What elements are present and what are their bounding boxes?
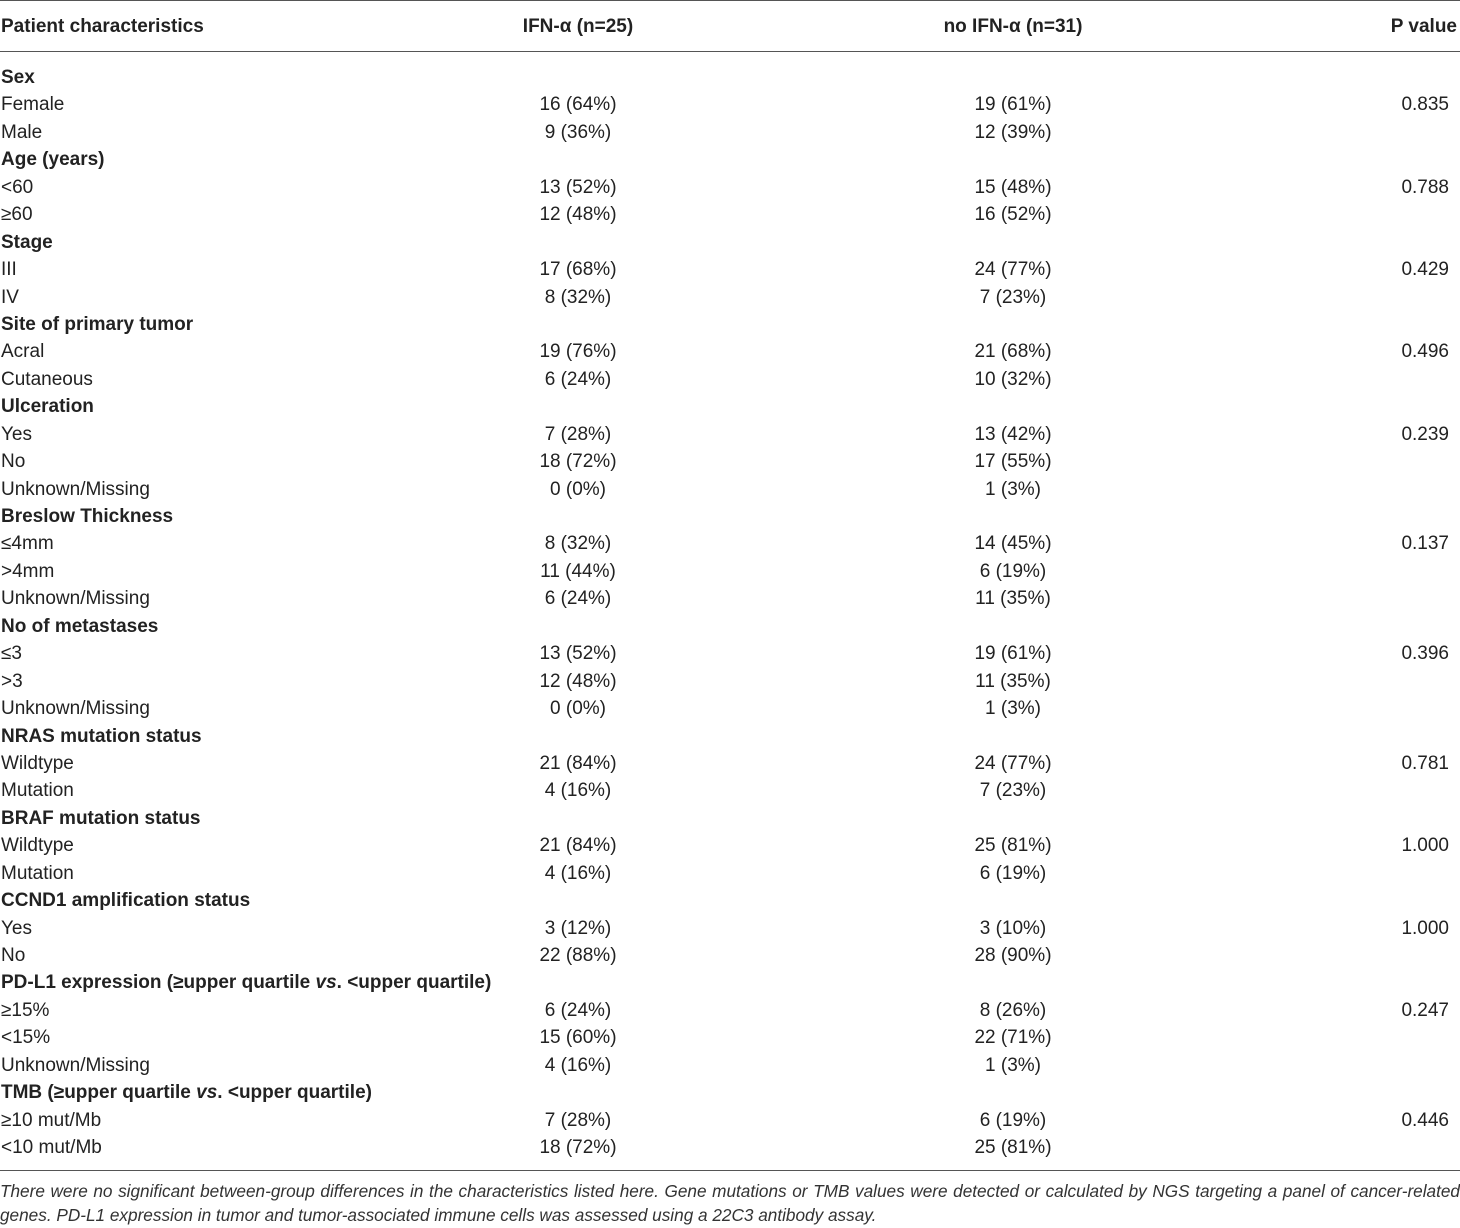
header-no-ifn-alpha: no IFN-α (n=31) bbox=[943, 16, 1083, 37]
ifn-alpha-value: 17 (68%) bbox=[539, 259, 617, 281]
header-patient-characteristics: Patient characteristics bbox=[1, 16, 204, 37]
p-value: 0.781 bbox=[1401, 752, 1449, 774]
row-label: <60 bbox=[1, 176, 34, 198]
ifn-alpha-value: 12 (48%) bbox=[539, 670, 617, 692]
row-label: Acral bbox=[1, 341, 45, 363]
no-ifn-alpha-value: 22 (71%) bbox=[974, 1027, 1052, 1049]
table-row bbox=[0, 1134, 1460, 1161]
table-row bbox=[0, 942, 1460, 969]
ifn-alpha-value: 19 (76%) bbox=[539, 341, 617, 363]
row-label: III bbox=[1, 259, 17, 281]
p-value: 0.835 bbox=[1401, 94, 1449, 116]
ifn-alpha-value: 6 (24%) bbox=[544, 999, 612, 1021]
table-row bbox=[0, 777, 1460, 804]
table-row bbox=[0, 585, 1460, 612]
header-p-value: P value bbox=[1390, 16, 1457, 37]
row-label: No bbox=[1, 945, 26, 966]
table-row bbox=[0, 1052, 1460, 1079]
p-value: 0.396 bbox=[1401, 643, 1449, 665]
no-ifn-alpha-value: 8 (26%) bbox=[979, 999, 1047, 1021]
table-row bbox=[0, 256, 1460, 283]
ifn-alpha-value: 21 (84%) bbox=[539, 835, 617, 857]
table-row bbox=[0, 860, 1460, 887]
table-row bbox=[0, 421, 1460, 448]
no-ifn-alpha-value: 6 (19%) bbox=[979, 560, 1047, 582]
group-header-row bbox=[0, 723, 1460, 750]
group-header-row bbox=[0, 503, 1460, 530]
no-ifn-alpha-value: 1 (3%) bbox=[985, 478, 1041, 500]
group-label: Site of primary tumor bbox=[1, 313, 194, 335]
table-row bbox=[0, 832, 1460, 859]
no-ifn-alpha-value: 10 (32%) bbox=[974, 368, 1052, 390]
table-row bbox=[0, 997, 1460, 1024]
ifn-alpha-value: 4 (16%) bbox=[544, 862, 612, 884]
row-label: Mutation bbox=[1, 780, 74, 802]
group-header-row bbox=[0, 311, 1460, 338]
no-ifn-alpha-value: 6 (19%) bbox=[979, 1109, 1047, 1131]
ifn-alpha-value: 22 (88%) bbox=[539, 945, 617, 966]
row-label: Unknown/Missing bbox=[1, 588, 150, 610]
p-value: 0.137 bbox=[1401, 533, 1449, 555]
row-label: Unknown/Missing bbox=[1, 1054, 150, 1076]
p-value: 0.429 bbox=[1401, 259, 1449, 281]
group-label: Breslow Thickness bbox=[1, 506, 174, 527]
table-row bbox=[0, 201, 1460, 228]
row-label: >3 bbox=[1, 670, 23, 692]
row-label: ≥10 mut/Mb bbox=[1, 1109, 102, 1131]
group-header-row bbox=[0, 393, 1460, 420]
row-label: >4mm bbox=[1, 560, 55, 582]
ifn-alpha-value: 21 (84%) bbox=[539, 752, 617, 774]
p-value: 0.446 bbox=[1401, 1109, 1449, 1131]
row-label: <10 mut/Mb bbox=[1, 1137, 102, 1159]
ifn-alpha-value: 18 (72%) bbox=[539, 451, 617, 473]
group-label: No of metastases bbox=[1, 615, 159, 637]
table-header-row bbox=[0, 0, 1460, 52]
table-row bbox=[0, 119, 1460, 146]
p-value: 1.000 bbox=[1401, 835, 1449, 857]
no-ifn-alpha-value: 19 (61%) bbox=[974, 643, 1052, 665]
table-row bbox=[0, 640, 1460, 667]
row-label: Wildtype bbox=[1, 835, 74, 857]
no-ifn-alpha-value: 17 (55%) bbox=[974, 451, 1052, 473]
group-header-row bbox=[0, 969, 1460, 996]
no-ifn-alpha-value: 15 (48%) bbox=[974, 176, 1052, 198]
ifn-alpha-value: 18 (72%) bbox=[539, 1137, 617, 1159]
ifn-alpha-value: 0 (0%) bbox=[550, 698, 606, 720]
no-ifn-alpha-value: 6 (19%) bbox=[979, 862, 1047, 884]
no-ifn-alpha-value: 24 (77%) bbox=[974, 752, 1052, 774]
ifn-alpha-value: 6 (24%) bbox=[544, 588, 612, 610]
table-row bbox=[0, 448, 1460, 475]
p-value: 1.000 bbox=[1401, 917, 1449, 939]
no-ifn-alpha-value: 25 (81%) bbox=[974, 1137, 1052, 1159]
no-ifn-alpha-value: 3 (10%) bbox=[979, 917, 1047, 939]
table-row bbox=[0, 366, 1460, 393]
row-label: <15% bbox=[1, 1027, 51, 1049]
row-label: Male bbox=[1, 121, 43, 143]
no-ifn-alpha-value: 12 (39%) bbox=[974, 121, 1052, 143]
no-ifn-alpha-value: 1 (3%) bbox=[985, 698, 1041, 720]
no-ifn-alpha-value: 7 (23%) bbox=[979, 780, 1047, 802]
table-footnote: There were no significant between-group differences in the characteristics listed here. Gene mutations or TMB values were detected or calculated by NGS targeting a panel of cancer-related genes. PD-L1 expression in tumor and tumor-associated immune cells was assessed using a 22C3 antibody assay. bbox=[0, 1170, 1460, 1227]
table-row bbox=[0, 668, 1460, 695]
p-value: 0.788 bbox=[1401, 176, 1449, 198]
group-header-row bbox=[0, 613, 1460, 640]
no-ifn-alpha-value: 11 (35%) bbox=[975, 588, 1051, 610]
no-ifn-alpha-value: 25 (81%) bbox=[974, 835, 1052, 857]
group-label: CCND1 amplification status bbox=[1, 890, 251, 912]
ifn-alpha-value: 4 (16%) bbox=[544, 1054, 612, 1076]
group-label: TMB (≥upper quartile vs. <upper quartile) bbox=[1, 1082, 372, 1104]
table-row bbox=[0, 695, 1460, 722]
ifn-alpha-value: 7 (28%) bbox=[544, 423, 612, 445]
row-label: Wildtype bbox=[1, 752, 74, 774]
header-ifn-alpha: IFN-α (n=25) bbox=[522, 16, 634, 37]
group-label: Age (years) bbox=[1, 149, 105, 171]
row-label: Yes bbox=[1, 423, 32, 445]
table-row bbox=[0, 558, 1460, 585]
p-value: 0.496 bbox=[1401, 341, 1449, 363]
row-label: Unknown/Missing bbox=[1, 478, 150, 500]
group-label: PD-L1 expression (≥upper quartile vs. <upper quartile) bbox=[1, 972, 492, 994]
no-ifn-alpha-value: 14 (45%) bbox=[974, 533, 1052, 555]
ifn-alpha-value: 12 (48%) bbox=[539, 204, 617, 226]
no-ifn-alpha-value: 7 (23%) bbox=[979, 286, 1047, 308]
ifn-alpha-value: 16 (64%) bbox=[539, 94, 617, 116]
table-row bbox=[0, 915, 1460, 942]
group-header-row bbox=[0, 64, 1460, 91]
row-label: Mutation bbox=[1, 862, 74, 884]
table-row bbox=[0, 338, 1460, 365]
table-row bbox=[0, 91, 1460, 118]
table-row bbox=[0, 1107, 1460, 1134]
table-row bbox=[0, 530, 1460, 557]
group-label: Sex bbox=[1, 67, 35, 88]
ifn-alpha-value: 3 (12%) bbox=[544, 917, 612, 939]
no-ifn-alpha-value: 16 (52%) bbox=[974, 204, 1052, 226]
row-label: IV bbox=[1, 286, 19, 308]
no-ifn-alpha-value: 24 (77%) bbox=[974, 259, 1052, 281]
no-ifn-alpha-value: 1 (3%) bbox=[985, 1054, 1041, 1076]
group-header-row bbox=[0, 229, 1460, 256]
no-ifn-alpha-value: 13 (42%) bbox=[974, 423, 1052, 445]
row-label: ≥60 bbox=[1, 204, 33, 226]
ifn-alpha-value: 13 (52%) bbox=[539, 643, 617, 665]
table-row bbox=[0, 1024, 1460, 1051]
group-label: Ulceration bbox=[1, 396, 94, 418]
row-label: Yes bbox=[1, 917, 32, 939]
p-value: 0.247 bbox=[1401, 999, 1449, 1021]
no-ifn-alpha-value: 19 (61%) bbox=[974, 94, 1052, 116]
table-row bbox=[0, 174, 1460, 201]
ifn-alpha-value: 15 (60%) bbox=[539, 1027, 617, 1049]
ifn-alpha-value: 13 (52%) bbox=[539, 176, 617, 198]
group-header-row bbox=[0, 805, 1460, 832]
group-label: BRAF mutation status bbox=[1, 807, 201, 829]
ifn-alpha-value: 7 (28%) bbox=[544, 1109, 612, 1131]
table-row bbox=[0, 284, 1460, 311]
row-label: ≤3 bbox=[1, 643, 22, 665]
table-row bbox=[0, 476, 1460, 503]
group-header-row bbox=[0, 1079, 1460, 1106]
no-ifn-alpha-value: 11 (35%) bbox=[975, 670, 1051, 692]
no-ifn-alpha-value: 21 (68%) bbox=[974, 341, 1052, 363]
no-ifn-alpha-value: 28 (90%) bbox=[974, 945, 1052, 966]
row-label: ≤4mm bbox=[1, 533, 54, 555]
ifn-alpha-value: 4 (16%) bbox=[544, 780, 612, 802]
group-label: Stage bbox=[1, 231, 53, 253]
row-label: ≥15% bbox=[1, 999, 50, 1021]
group-header-row bbox=[0, 887, 1460, 914]
ifn-alpha-value: 6 (24%) bbox=[544, 368, 612, 390]
ifn-alpha-value: 8 (32%) bbox=[544, 533, 612, 555]
ifn-alpha-value: 9 (36%) bbox=[544, 121, 612, 143]
row-label: Female bbox=[1, 94, 65, 116]
p-value: 0.239 bbox=[1401, 423, 1449, 445]
group-label: NRAS mutation status bbox=[1, 725, 202, 747]
ifn-alpha-value: 0 (0%) bbox=[550, 478, 606, 500]
table-body bbox=[0, 52, 1460, 1162]
row-label: No bbox=[1, 451, 26, 473]
table-row bbox=[0, 750, 1460, 777]
group-header-row bbox=[0, 146, 1460, 173]
ifn-alpha-value: 8 (32%) bbox=[544, 286, 612, 308]
row-label: Cutaneous bbox=[1, 368, 93, 390]
ifn-alpha-value: 11 (44%) bbox=[540, 560, 616, 582]
row-label: Unknown/Missing bbox=[1, 698, 150, 720]
